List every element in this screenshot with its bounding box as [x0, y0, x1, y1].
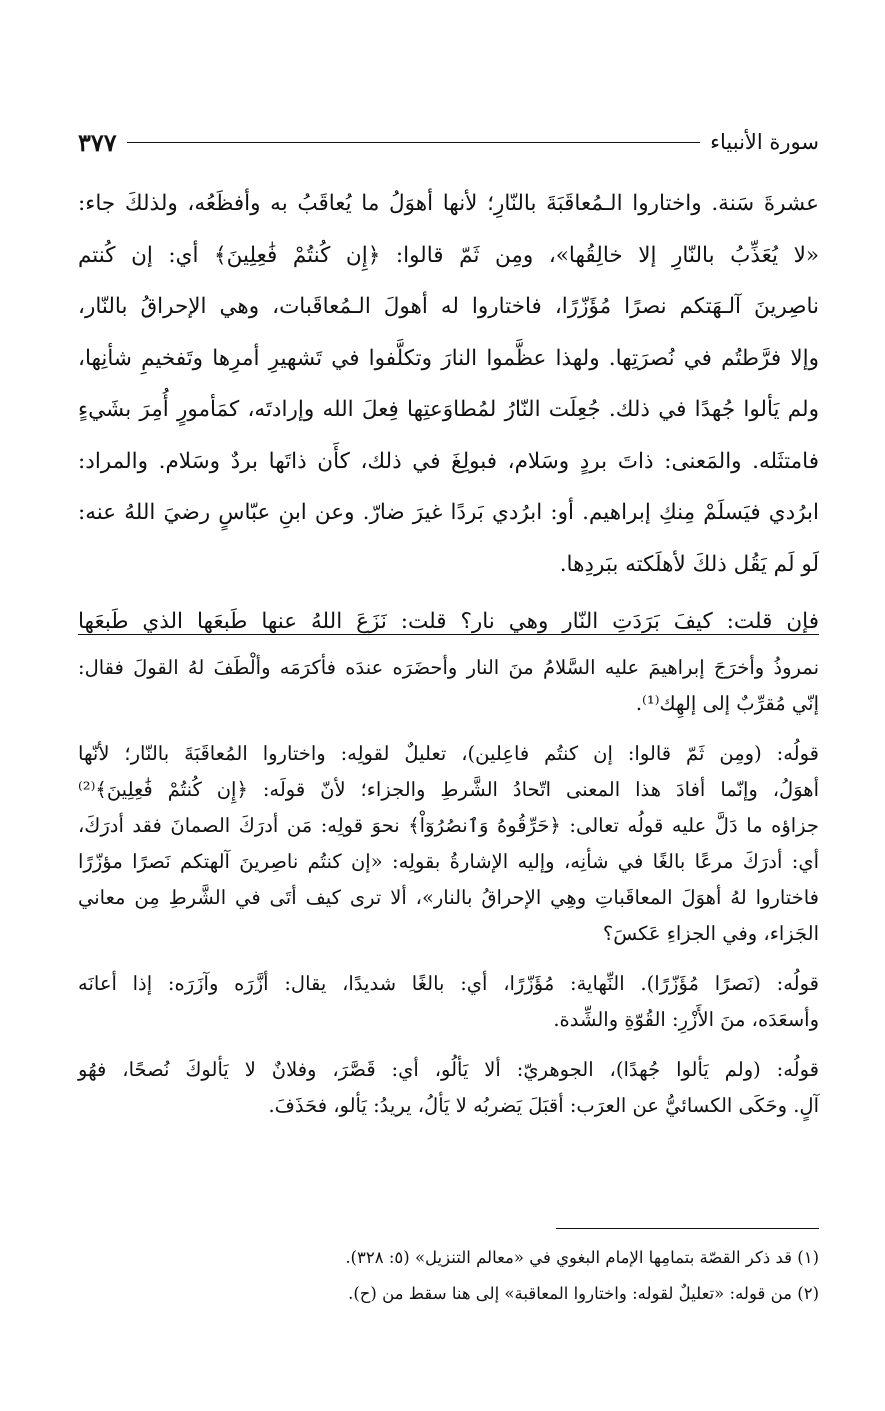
- commentary-line: فاختاروا لهُ أهوَلَ المعاقَباتِ وهِي الإحراقُ بالنار»، ألا ترى كيف أتَى في الشَّرطِ مِن معاني: [78, 886, 819, 909]
- commentary-line: إنّي مُقرِّبٌ إلى إلهِك⁽¹⁾.: [635, 692, 819, 715]
- main-line: وإلا فرَّطتُم في نُصرَتِها. ولهذا عظَّموا النارَ وتكلَّفوا في تَشهيرِ أمرِها وتَفخيمِ شأنِها،: [78, 345, 819, 371]
- commentary-paragraph: [78, 966, 819, 1038]
- main-line: فامتثَله. والمَعنى: ذاتَ بردٍ وسَلام، فبولِغَ في ذلك، كأَن ذاتَها بردٌ وسَلام. والمراد:: [78, 448, 819, 474]
- commentary-line: أهوَلُ، وإنّما أفادَ هذا المعنى اتّحادُ الشَّرطِ والجزاء؛ لأنّ قولَه: ﴿إِن كُنتُمْ فَٰعِلِينَ﴾⁽²⁾: [78, 778, 819, 801]
- main-line: فإن قلت: كيفَ بَرَدَتِ النّار وهي نار؟ قلت: نَزَعَ اللهُ عنها طَبعَها الذي طَبعَها: [78, 609, 819, 634]
- header-rule: [127, 142, 700, 143]
- main-line: ابرُدي فيَسلَمْ مِنكِ إبراهيم. أو: ابرُدي بَردًا غيرَ ضارّ. وعن ابنِ عبّاسٍ رضيَ اللهُ عنه:: [78, 500, 819, 525]
- commentary-paragraph: [78, 736, 819, 952]
- commentary-line: قولُه: (نَصرًا مُؤَزّرًا). النِّهاية: مُؤَزّرًا، أي: بالغًا شديدًا، يقال: أزَّرَه وآزَرَه: إذا أعانَه: [78, 972, 819, 995]
- main-line: ناصِرينَ آلـهَتكم نصرًا مُؤَزّرًا، فاختاروا له أهولَ الـمُعاقَبات، وهي الإحراقُ بالنّار،: [78, 294, 819, 319]
- commentary-divider: [78, 634, 819, 635]
- commentary-line: قولُه: (ومِن ثَمّ قالوا: إن كنتُم فاعِلين)، تعليلٌ لقولِه: واختاروا المُعاقَبَةَ بالنّار؛ لأنّها: [78, 742, 819, 765]
- commentary-text: [78, 650, 819, 1138]
- main-line: عشرةَ سَنة. واختاروا الـمُعاقَبَةَ بالنّارِ؛ لأنها أهوَلُ ما يُعاقَبُ به وأفظَعُه، ولذلكَ جاء:: [78, 191, 819, 216]
- main-line: «لا يُعَذِّبُ بالنّارِ إلا خالِقُها»، ومِن ثَمّ قالوا: ﴿إِن كُنتُمْ فَٰعِلِينَ﴾ أي: إن كُنتم: [78, 242, 819, 268]
- commentary-line: وأسعَدَه، منَ الأَزْرِ: القُوّةِ والشِّدة.: [553, 1008, 819, 1031]
- commentary-line: نمروذُ وأخرَجَ إبراهيمَ عليه السَّلامُ منَ النار وأحضَرَه عندَه فأكرَمَه وألْطَفَ لهُ القولَ فقال:: [78, 656, 819, 679]
- main-line: لَو لَم يَقُل ذلكَ لأهلَكته ببَردِها.: [559, 551, 819, 577]
- commentary-paragraph: [78, 650, 819, 722]
- surah-title: سورة الأنبياء: [710, 130, 819, 154]
- main-text: [78, 178, 819, 648]
- page-header: [78, 122, 819, 162]
- page-number: ٣٧٧: [78, 127, 117, 157]
- main-line: ولم يَألوا جُهدًا في ذلك. جُعِلَت النّارُ لمُطاوَعتِها فِعلَ الله وإرادتَه، كمَأمورٍ أُمِرَ بشَيءٍ: [78, 397, 819, 422]
- commentary-line: أي: أدرَكَ مرعًا بالغًا في شأنِه، وإليه الإشارةُ بقولِه: «إن كنتُم ناصِرينَ آلهتكم نَصرًا مؤزّرًا: [78, 850, 819, 873]
- commentary-line: قولُه: (ولم يَألوا جُهدًا)، الجوهريّ: ألا يَألُو، أي: قَصَّرَ، وفلانٌ لا يَألوكَ نُصحًا، فهُو: [78, 1058, 819, 1081]
- footnote-divider: [556, 1228, 819, 1229]
- footnotes: [78, 1240, 819, 1312]
- commentary-line: الجَزاء، وفي الجزاءِ عَكسَ؟: [602, 922, 819, 945]
- footnote: (٢) من قوله: «تعليلٌ لقوله: واختاروا المعاقبة» إلى هنا سقط من (ح).: [348, 1284, 819, 1303]
- footnote: (١) قد ذكر القصّة بتمامِها الإمام البغوي في «معالم التنزيل» (٥: ٣٢٨).: [345, 1248, 819, 1267]
- commentary-paragraph: [78, 1052, 819, 1124]
- commentary-line: جزاؤه ما دَلَّ عليه قولُه تعالى: ﴿حَرِّقُوهُ وَٱنصُرُوٓاْ﴾ نحوَ قولِه: مَن أدرَكَ الصمانَ فقد أدرَكَ،: [78, 814, 819, 837]
- commentary-line: آلٍ. وحَكَى الكسائيُّ عن العرَب: أقبَلَ يَضربُه لا يَألُ، يريدُ: يَألو، فحَذَفَ.: [268, 1094, 819, 1117]
